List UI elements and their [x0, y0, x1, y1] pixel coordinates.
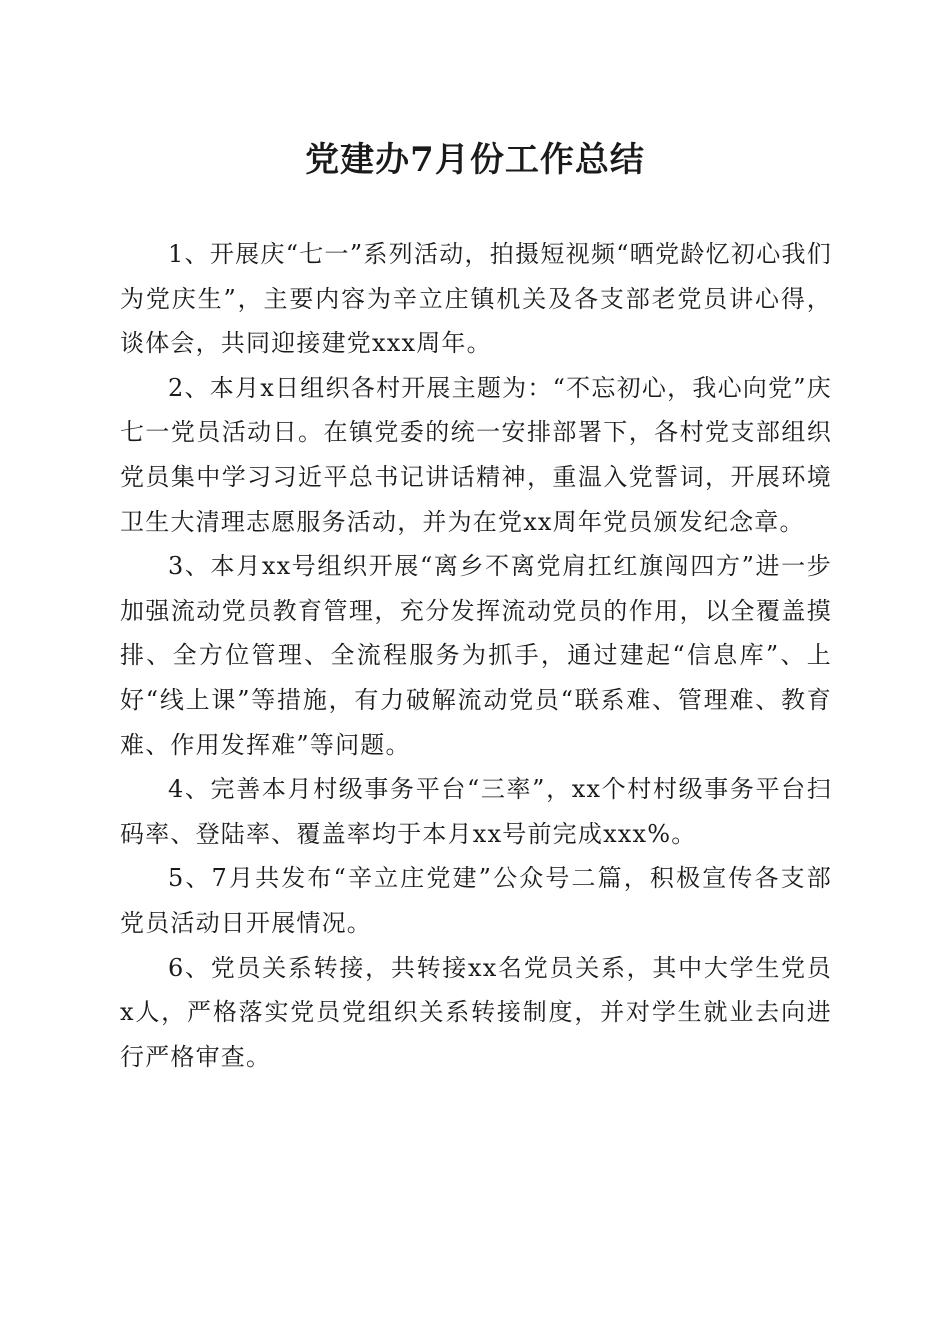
document-body — [120, 232, 832, 1079]
paragraph-6: 6、党员关系转接，共转接xx名党员关系，其中大学生党员x人，严格落实党员党组织关系转接制度，并对学生就业去向进行严格审查。 — [120, 953, 832, 1071]
paragraph-5: 5、7月共发布“辛立庄党建”公众号二篇，积极宣传各支部党员活动日开展情况。 — [120, 864, 832, 937]
paragraph-2: 2、本月x日组织各村开展主题为：“不忘初心，我心向党”庆七一党员活动日。在镇党委的统一安排部署下，各村党支部组织党员集中学习习近平总书记讲话精神，重温入党誓词，开展环境卫生大清理志愿服务活动，并为在党xx周年党员颁发纪念章。 — [120, 373, 832, 536]
paragraph-1: 1、开展庆“七一”系列活动，拍摄短视频“晒党龄忆初心我们为党庆生”，主要内容为辛立庄镇机关及各支部老党员讲心得，谈体会，共同迎接建党xxx周年。 — [120, 240, 832, 358]
paragraph-4: 4、完善本月村级事务平台“三率”，xx个村村级事务平台扫码率、登陆率、覆盖率均于本月xx号前完成xxx%。 — [120, 775, 832, 848]
document-title: 党建办7月份工作总结 — [305, 140, 645, 180]
paragraph-3: 3、本月xx号组织开展“离乡不离党肩扛红旗闯四方”进一步加强流动党员教育管理，充分发挥流动党员的作用，以全覆盖摸排、全方位管理、全流程服务为抓手，通过建起“信息库”、上好“线上课”等措施，有力破解流动党员“联系难、管理难、教育难、作用发挥难”等问题。 — [120, 552, 832, 759]
